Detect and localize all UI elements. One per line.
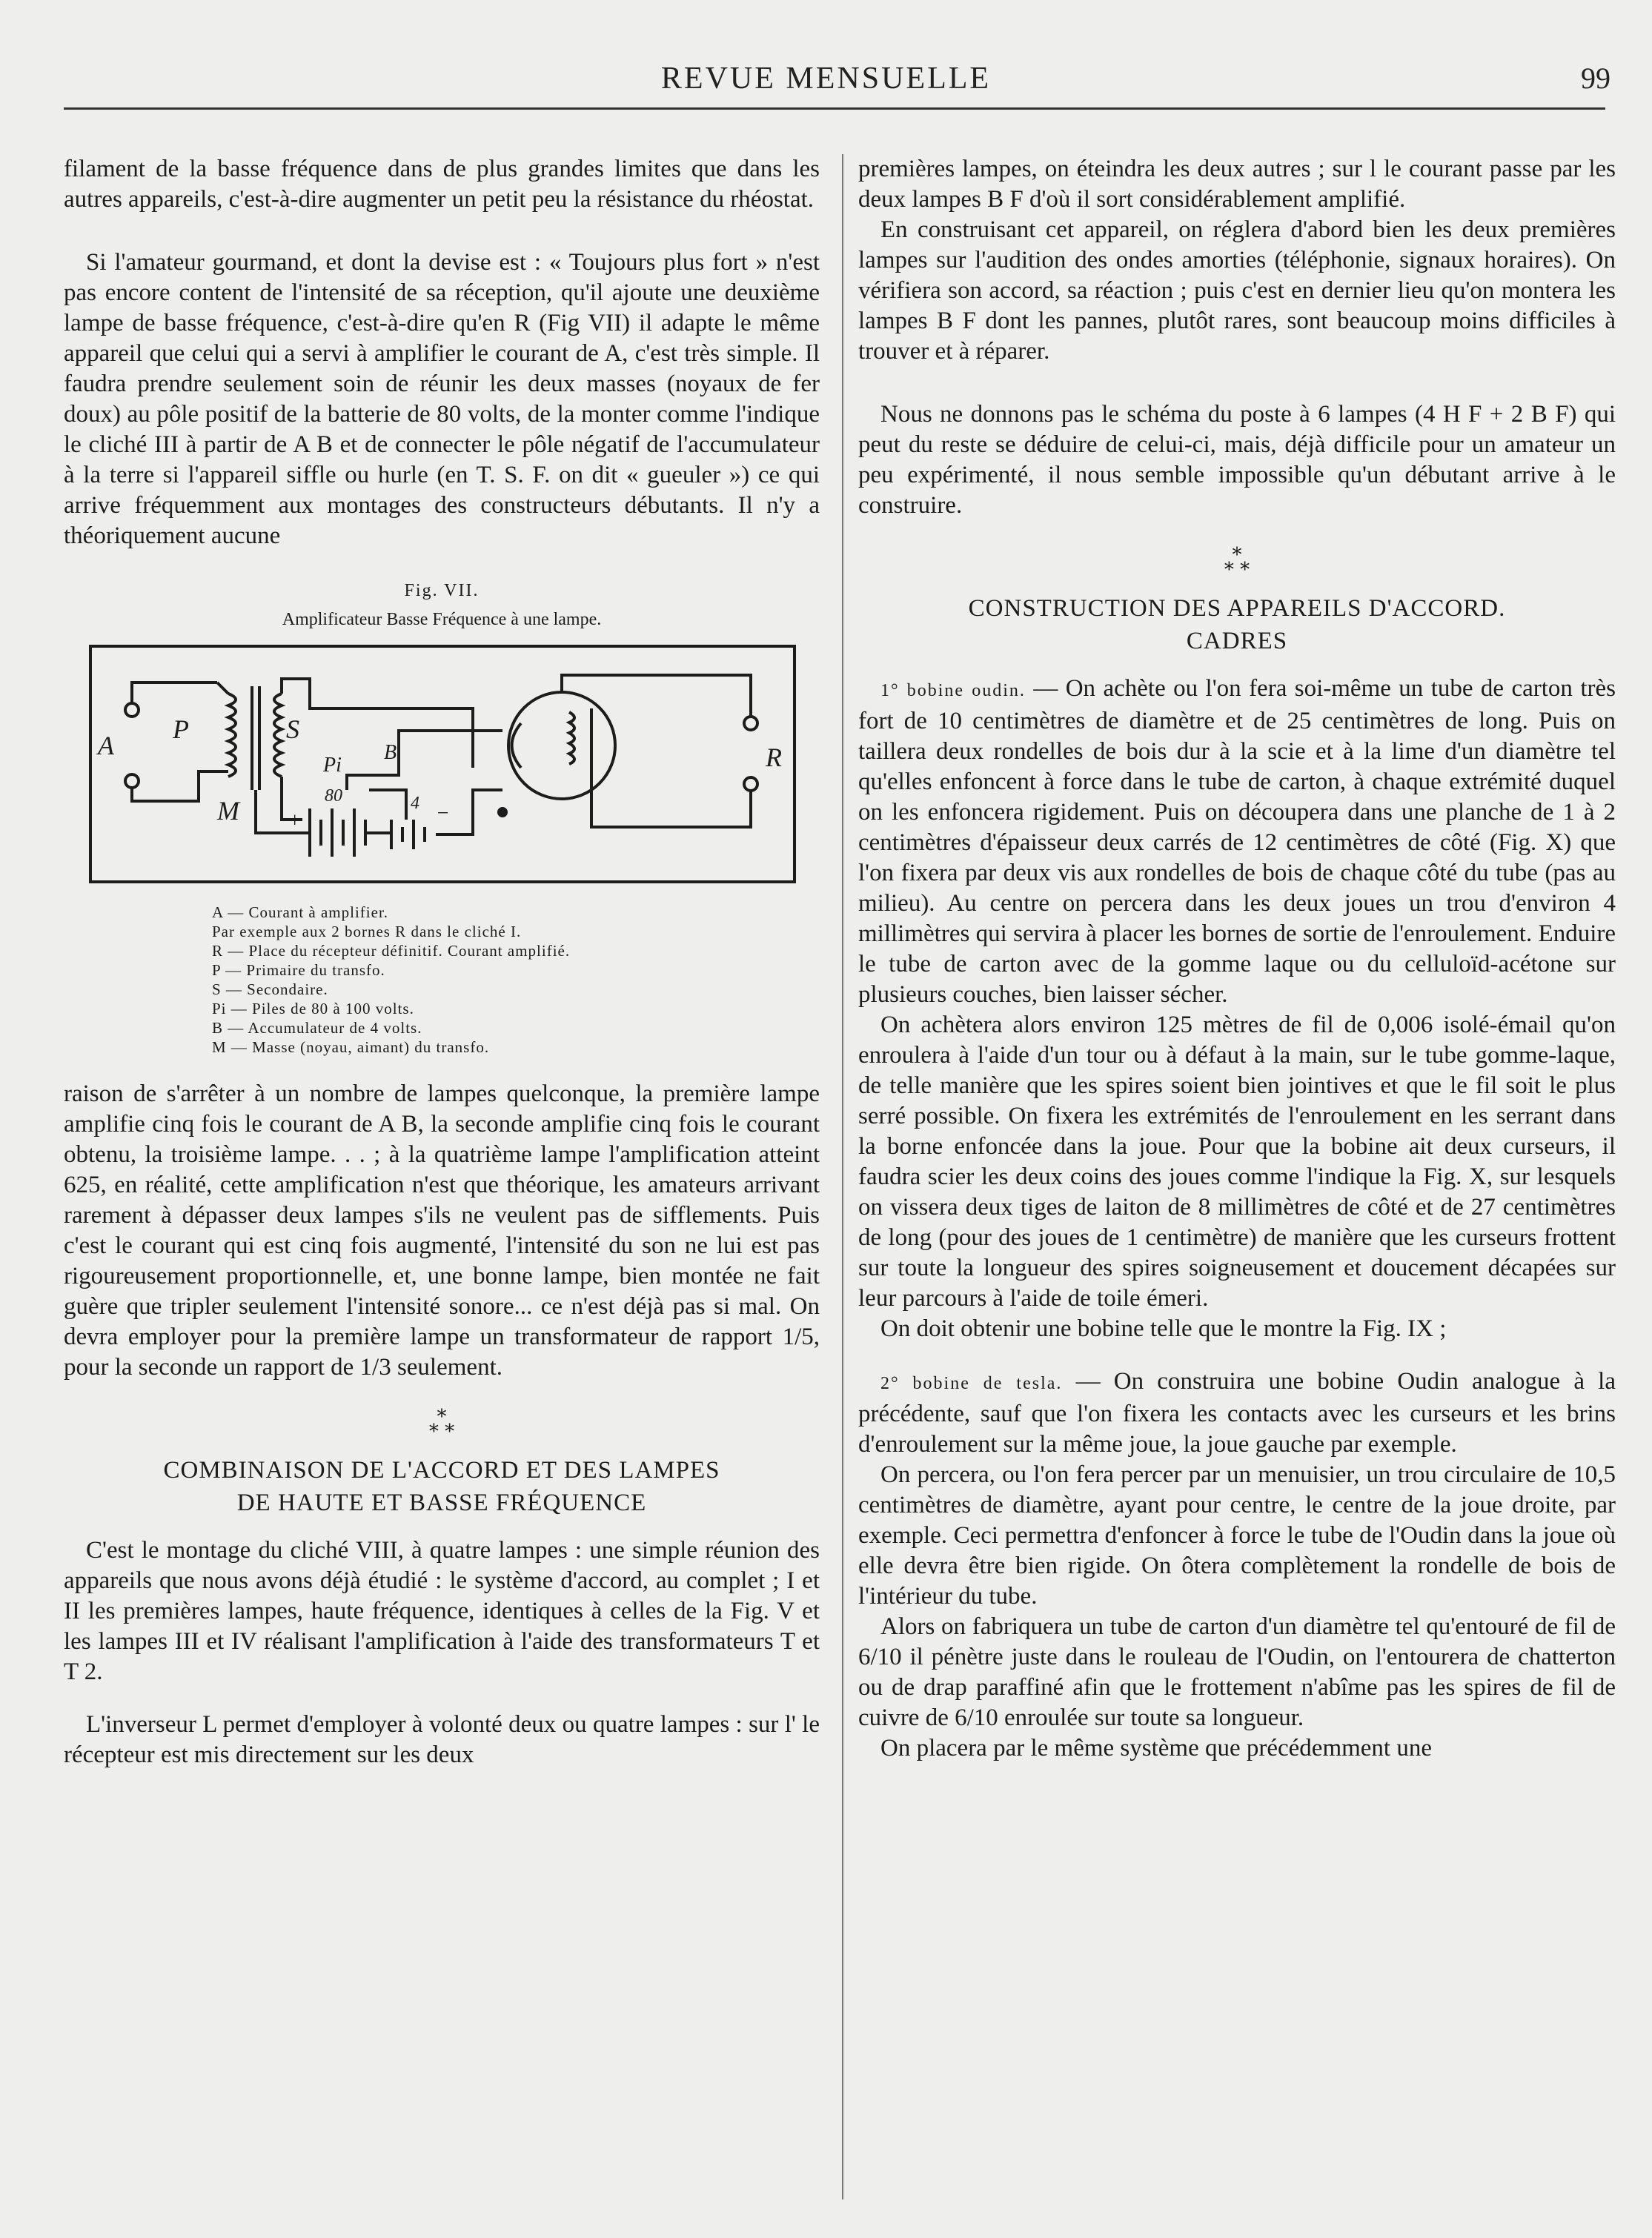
separator-stars: * * *: [428, 1406, 455, 1443]
wire: [591, 786, 751, 827]
section-separator: [64, 1406, 820, 1443]
paragraph: On percera, ou l'on fera percer par un menuisier, un trou circulaire de 10,5 centimètres de diamètre, ayant pour centre, le centre de la joue droite, par exemple. Ceci permettra d'enfoncer à force le tube de l'Oudin dans la joue où elle devra être bien rigide. On ôtera complètement la rondelle de bois de l'intérieur du tube.: [858, 1461, 1616, 1610]
label-minus: −: [436, 802, 450, 825]
subsection-lead: 1° bobine oudin.: [880, 681, 1026, 700]
wire: [132, 683, 217, 703]
paragraph: Nous ne donnons pas le schéma du poste à 6 lampes (4 H F + 2 B F) qui peut du reste se déduire de celui-ci, mais, déjà difficile pour un amateur un peu expérimenté, il nous semble impossible qu'un débutant arrive à le construire.: [858, 401, 1616, 519]
section-heading: [64, 1454, 820, 1519]
label-80: 80: [325, 786, 342, 806]
paragraph-text: — On achète ou l'on fera soi-même un tube de carton très fort de 10 centimètres de diamètre et de 25 centimètres de long. Puis on taillera deux rondelles de bois dur à la scie et à la lime d'un diamètre tel qu'elles enfoncent à force dans le tube de carton, à chaque extrémité duquel on les enfoncera rigidement. Puis on découpera dans une planche de 1 à 2 centimètres d'épaisseur deux carrés de 12 centimètres de côté (Fig. X) que l'on fixera par deux vis aux rondelles de bois de chaque côté du tube (pas au milieu). Au centre on percera dans les deux joues un trou d'environ 4 millimètres qui servira à placer les bornes de sortie de l'enroulement. Enduire le tube de carton avec de la gomme laque ou du celluloïd-acétone sur plusieurs couches, bien laisser sécher.: [858, 675, 1616, 1008]
legend-line: S — Secondaire.: [212, 980, 328, 998]
primary-coil: [228, 694, 236, 777]
legend-line: B — Accumulateur de 4 volts.: [212, 1019, 422, 1037]
wire: [347, 731, 502, 790]
figure-title: Fig. VII.: [404, 581, 480, 600]
legend-line: P — Primaire du transfo.: [212, 961, 385, 979]
terminal-r-bottom: [744, 777, 757, 791]
legend-line: M — Masse (noyau, aimant) du transfo.: [212, 1038, 490, 1056]
figure-legend: [212, 903, 820, 1057]
header-rule: [64, 107, 1605, 110]
left-column: [64, 154, 820, 1770]
paragraph: On placera par le même système que précédemment une: [880, 1735, 1432, 1761]
paragraph: On achètera alors environ 125 mètres de fil de 0,006 isolé-émail qu'on enroulera à l'aide d'un tour ou à défaut à la main, sur le tube gomme-laque, de telle manière que les spires soient bien jointives et que le fil soit le plus serré possible. On fixera les extrémités de l'enroulement en les serrant dans la borne enfoncée dans la joue. Pour que la bobine ait deux curseurs, il faudra scier les deux coins des joues comme l'indique la Fig. X, sur lesquels on vissera deux tiges de laiton de 8 millimètres de côté et de 27 centimètres de long (pour des joues de 1 centimètre) de manière que les curseurs frottent sur toute la longueur des spires soigneusement et doucement décapées sur leur parcours à l'aide de toile émeri.: [858, 1012, 1616, 1312]
section-heading-line: DE HAUTE ET BASSE FRÉQUENCE: [236, 1490, 647, 1516]
section-separator: [858, 544, 1616, 581]
section-heading: [858, 592, 1616, 657]
junction-dot: [499, 808, 506, 816]
lamp-tube: [508, 692, 615, 799]
circuit-diagram: [87, 642, 799, 889]
secondary-coil: [274, 694, 282, 777]
paragraph: C'est le montage du cliché VIII, à quatre lampes : une simple réunion des appareils que nous avons déjà étudié : le système d'accord, au complet ; I et II les premières lampes, haute fréquence, identiques à celles de la Fig. V et les lampes III et IV réalisant l'amplification à l'aide des transformateurs T et T 2.: [64, 1537, 820, 1685]
wire: [369, 790, 406, 820]
label-b: B: [384, 741, 397, 764]
legend-line: Pi — Piles de 80 à 100 volts.: [212, 1000, 414, 1017]
label-a: A: [98, 731, 114, 760]
paragraph: En construisant cet appareil, on réglera d'abord bien les deux premières lampes sur l'audition des ondes amorties (téléphonie, signaux horaires). On vérifiera son accord, sa réaction ; puis c'est en dernier lieu qu'on montera les lampes B F dont les pannes, plutôt rares, sont beaucoup moins difficiles à trouver et à réparer.: [858, 216, 1616, 365]
paragraph: Si l'amateur gourmand, et dont la devise est : « Toujours plus fort » n'est pas encore content de l'intensité de sa réception, qu'il ajoute une deuxième lampe de basse fréquence, c'est-à-dire qu'en R (Fig VII) il adapte le même appareil que celui qui a servi à amplifier le courant de A, c'est très simple. Il faudra prendre seulement soin de réunir les deux masses (noyaux de fer doux) au pôle positif de la batterie de 80 volts, de la monter comme l'indique le cliché III à partir de A B et de connecter le pôle négatif de l'accumulateur à la terre si l'appareil siffle ou hurle (en T. S. F. on dit « gueuler ») ce qui arrive fréquemment aux montages des constructeurs débutants. Il n'y a théoriquement aucune: [64, 249, 820, 549]
column-divider: [842, 154, 843, 2199]
right-column: [858, 154, 1616, 1764]
page-number: 99: [1581, 62, 1610, 95]
separator-stars: * * *: [1224, 544, 1250, 581]
section-heading-line: CADRES: [1186, 628, 1288, 654]
paragraph: [858, 1367, 1616, 1460]
label-plus: +: [288, 809, 302, 832]
lamp-filament: [512, 723, 522, 768]
paragraph: [858, 674, 1616, 1010]
paragraph: Alors on fabriquera un tube de carton d'un diamètre tel qu'entouré de fil de 6/10 il pénètre juste dans le rouleau de l'Oudin, on l'entourera de chatterton ou de drap paraffiné afin que le frottement n'abîme pas les spires de fil de cuivre de 6/10 enroulée sur toute sa longueur.: [858, 1613, 1616, 1731]
terminal-r-top: [744, 717, 757, 730]
section-heading-line: CONSTRUCTION DES APPAREILS D'ACCORD.: [968, 595, 1506, 622]
battery-pi: [310, 808, 365, 857]
terminal-a-top: [125, 703, 139, 717]
paragraph-text: — On construira une bobine Oudin analogue à la précédente, sauf que l'on fixera les contacts avec les curseurs et les brins d'enroulement sur la même joue, la joue gauche par exemple.: [858, 1368, 1616, 1458]
legend-line: Par exemple aux 2 bornes R dans le cliché I.: [212, 923, 522, 940]
wire: [282, 679, 473, 768]
label-p: P: [173, 714, 189, 744]
paragraph: L'inverseur L permet d'employer à volonté deux ou quatre lampes : sur l' le récepteur est mis directement sur les deux: [64, 1711, 820, 1768]
terminal-a-bottom: [125, 774, 139, 788]
amplifier-schematic: [87, 642, 799, 886]
label-s: S: [286, 714, 299, 744]
paragraph: raison de s'arrêter à un nombre de lampes quelconque, la première lampe amplifie cinq fois le courant de A B, la seconde amplifie cinq fois le courant obtenu, la troisième lampe. . . ; à la quatrième lampe l'amplification atteint 625, en réalité, cette amplification n'est que théorique, les amateurs arrivant rarement à dépasser deux lampes s'ils ne veulent pas de sifflements. Puis c'est le courant qui est cinq fois augmenté, l'intensité du son ne lui est pas rigoureusement proportionnelle, et, une bonne lampe, bien montée ne fait guère que tripler seulement l'intensité sonore... ce n'est déjà pas si mal. On devra employer pour la première lampe un transformateur de rapport 1/5, pour la seconde un rapport de 1/3 seulement.: [64, 1080, 820, 1381]
wire: [132, 771, 228, 801]
section-heading-line: COMBINAISON DE L'ACCORD ET DES LAMPES: [163, 1457, 720, 1484]
wire: [217, 683, 228, 694]
battery-b: [391, 820, 425, 849]
label-pi: Pi: [323, 754, 342, 777]
subsection-lead: 2° bobine de tesla.: [880, 1374, 1063, 1393]
label-m: M: [217, 796, 239, 826]
running-header-title: REVUE MENSUELLE: [660, 62, 992, 96]
label-r: R: [766, 743, 782, 772]
figure-subtitle: Amplificateur Basse Fréquence à une lampe.: [282, 610, 602, 629]
legend-line: R — Place du récepteur définitif. Courant amplifié.: [212, 942, 571, 960]
lamp-grid: [569, 712, 574, 764]
paragraph: On doit obtenir une bobine telle que le montre la Fig. IX ;: [880, 1315, 1447, 1342]
paragraph: filament de la basse fréquence dans de plus grandes limites que dans les autres appareils, c'est-à-dire augmenter un petit peu la résistance du rhéostat.: [64, 156, 820, 213]
paragraph: premières lampes, on éteindra les deux autres ; sur l le courant passe par les deux lampes B F d'où il sort considérablement amplifié.: [858, 156, 1616, 213]
label-4: 4: [411, 794, 419, 813]
legend-line: A — Courant à amplifier.: [212, 903, 389, 921]
